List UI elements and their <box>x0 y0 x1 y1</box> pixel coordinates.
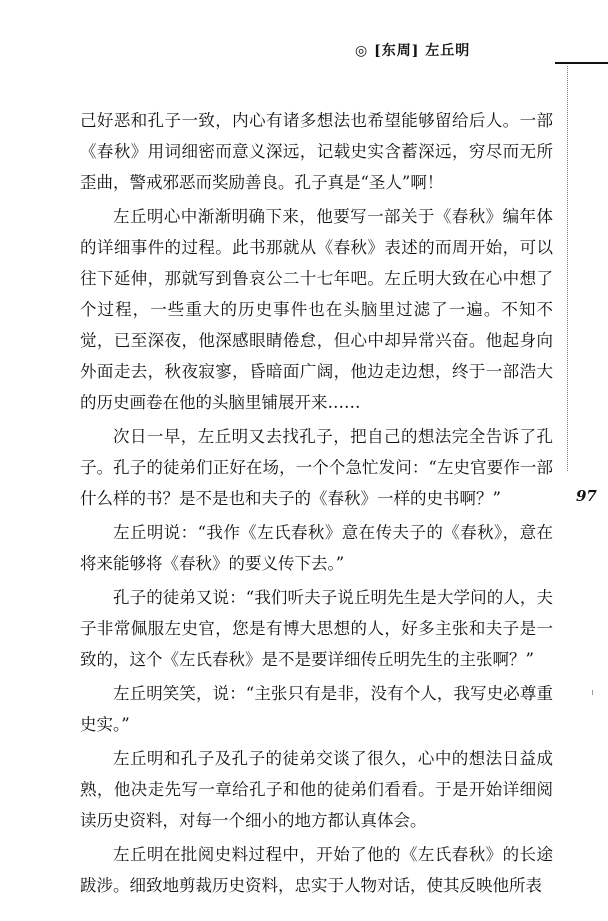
header-rule <box>555 62 608 64</box>
paragraph: 孔子的徒弟又说：“我们听夫子说丘明先生是大学问的人，夫子非常佩服左史官，您是有博大思想的人，好多主张和夫子是一致的，这个《左氏春秋》是不是要详细传丘明先生的主张啊？” <box>80 588 553 669</box>
paragraph: 左丘明笑笑，说：“主张只有是非，没有个人，我写史必尊重史实。” <box>80 684 553 734</box>
margin-mark <box>592 690 593 695</box>
paragraph: 次日一早，左丘明又去找孔子，把自己的想法完全告诉了孔子。孔子的徒弟们正好在场，一个个急忙发问：“左史官要作一部什么样的书？是不是也和夫子的《春秋》一样的史书啊？” <box>80 427 553 508</box>
paragraph: 左丘明心中渐渐明确下来，他要写一部关于《春秋》编年体的详细事件的过程。此书那就从《春秋》表述的而周开始，可以往下延伸，那就写到鲁哀公二十七年吧。左丘明大致在心中想了个过程，一些重大的历史事件也在头脑里过滤了一遍。不知不觉，已至深夜，他深感眼睛倦怠，但心中却异常兴奋。他起身向外面走去，秋夜寂寥，昏暗面广阔，他边走边想，终于一部浩大的历史画卷在他的头脑里铺展开来…… <box>80 207 553 412</box>
paragraph: 左丘明说：“我作《左氏春秋》意在传夫子的《春秋》，意在将来能够将《春秋》的要义传下去。” <box>80 523 553 573</box>
body-text <box>80 105 553 904</box>
paragraph-continued: 己好恶和孔子一致，内心有诸多想法也希望能够留给后人。一部《春秋》用词细密而意义深远，记载史实含蓄深远，穷尽而无所歪曲，警戒邪恶而奖励善良。孔子真是“圣人”啊！ <box>80 111 553 192</box>
running-header-title: ◎ [东周] 左丘明 <box>355 43 471 59</box>
paragraph: 左丘明在批阅史料过程中，开始了他的《左氏春秋》的长途跋涉。细致地剪裁历史资料，忠实于人物对话，使其反映他所表 <box>80 845 553 895</box>
page-number: 97 <box>576 487 597 505</box>
margin-rule <box>567 66 568 471</box>
running-header <box>355 40 608 64</box>
paragraph: 左丘明和孔子及孔子的徒弟交谈了很久，心中的想法日益成熟，他决走先写一章给孔子和他的徒弟们看看。于是开始详细阅读历史资料，对每一个细小的地方都认真体会。 <box>80 749 553 830</box>
